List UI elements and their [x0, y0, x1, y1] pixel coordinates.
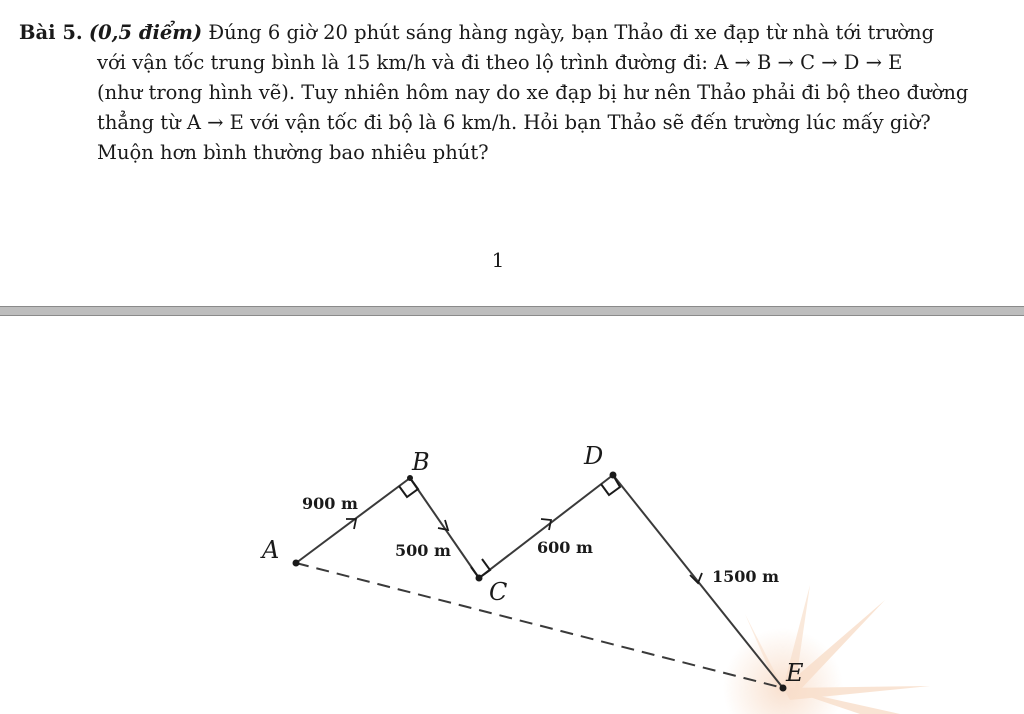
background-glow — [723, 585, 930, 714]
point-label-e: E — [786, 659, 804, 687]
problem-points: (0,5 điểm) — [88, 21, 203, 44]
page-divider — [0, 306, 1024, 316]
distance-label-bc: 500 m — [395, 541, 451, 560]
point-label-d: D — [584, 442, 604, 470]
distance-label-ab: 900 m — [302, 494, 358, 513]
problem-line-1 — [19, 18, 964, 48]
route-diagram — [0, 316, 1024, 714]
problem-number: Bài 5. — [19, 21, 83, 44]
problem-text-line: thẳng từ A → E với vận tốc đi bộ là 6 km/h. Hỏi bạn Thảo sẽ đến trường lúc mấy giờ? — [97, 111, 931, 134]
page-number: 1 — [491, 248, 505, 272]
point-label-a: A — [262, 536, 280, 564]
right-angle-b — [399, 478, 418, 497]
problem-text-line: (như trong hình vẽ). Tuy nhiên hôm nay do xe đạp bị hư nên Thảo phải đi bộ theo đường — [97, 81, 969, 104]
point-d-dot — [610, 472, 617, 479]
segment-cd — [479, 475, 613, 578]
problem-statement — [19, 18, 969, 168]
segment-ab — [296, 478, 410, 563]
problem-text-line: Đúng 6 giờ 20 phút sáng hàng ngày, bạn Thảo đi xe đạp từ nhà tới trường — [208, 21, 935, 44]
segment-ae-dashed — [296, 563, 783, 688]
point-label-c: C — [489, 578, 508, 606]
point-label-b: B — [412, 448, 430, 476]
distance-label-de: 1500 m — [712, 567, 780, 586]
problem-text-line: với vận tốc trung bình là 15 km/h và đi theo lộ trình đường đi: A → B → C → D → E — [97, 51, 903, 74]
point-a-dot — [293, 560, 300, 567]
distance-label-cd: 600 m — [537, 538, 593, 557]
segment-bc — [410, 478, 479, 578]
problem-text-line: Muộn hơn bình thường bao nhiêu phút? — [97, 141, 489, 164]
point-c-dot — [476, 575, 483, 582]
